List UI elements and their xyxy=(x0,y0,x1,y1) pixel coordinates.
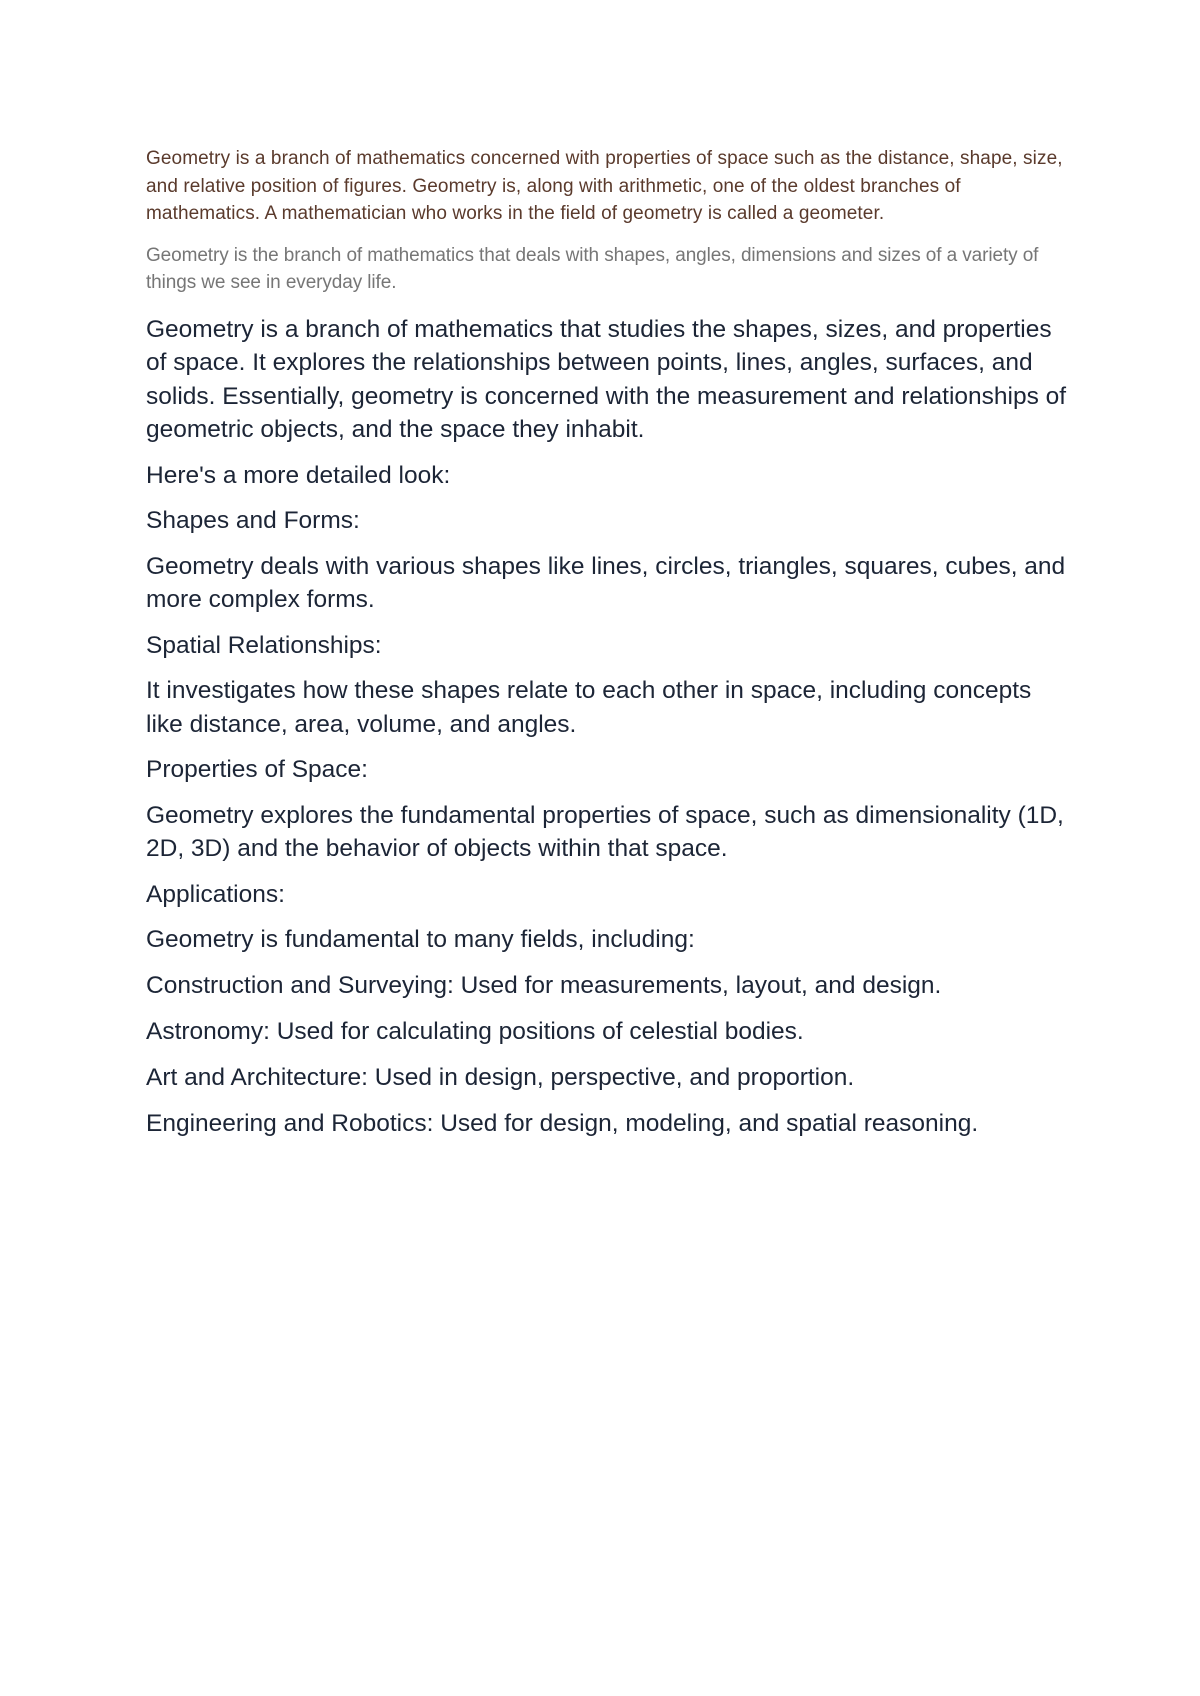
main-paragraph: Geometry is a branch of mathematics that studies the shapes, sizes, and properties of space. It explores the relationships between points, lines, angles, surfaces, and solids. Essentially, geometry is concerned with the measurement and relationships of geometric objects, and the space they inhabit. xyxy=(146,315,1067,443)
properties-heading: Properties of Space: xyxy=(146,756,368,783)
detail-intro: Here's a more detailed look: xyxy=(146,461,451,489)
shapes-text: Geometry deals with various shapes like lines, circles, triangles, squares, cubes, and more complex forms. xyxy=(146,552,1066,613)
intro-paragraph: Geometry is a branch of mathematics concerned with properties of space such as the distance, shape, size, and relative position of figures. Geometry is, along with arithmetic, one of the oldest branches of mathematics. A mathematician who works in the field of geometry is called a geometer. xyxy=(146,148,1063,224)
applications-heading: Applications: xyxy=(146,880,285,908)
spatial-text: It investigates how these shapes relate to each other in space, including concepts like distance, area, volume, and angles. xyxy=(146,677,1032,738)
properties-text: Geometry explores the fundamental properties of space, such as dimensionality (1D, 2D, 3D) and the behavior of objects within that space. xyxy=(146,801,1064,862)
applications-intro: Geometry is fundamental to many fields, including: xyxy=(146,926,695,953)
application-item-engineering: Engineering and Robotics: Used for design, modeling, and spatial reasoning. xyxy=(146,1109,979,1137)
document-page xyxy=(146,145,1072,1153)
spatial-heading: Spatial Relationships: xyxy=(146,631,382,659)
second-paragraph: Geometry is the branch of mathematics that deals with shapes, angles, dimensions and sizes of a variety of things we see in everyday life. xyxy=(146,244,1039,293)
application-item-construction: Construction and Surveying: Used for measurements, layout, and design. xyxy=(146,971,942,999)
application-item-art: Art and Architecture: Used in design, perspective, and proportion. xyxy=(146,1063,855,1091)
shapes-heading: Shapes and Forms: xyxy=(146,507,360,534)
application-item-astronomy: Astronomy: Used for calculating positions of celestial bodies. xyxy=(146,1017,804,1045)
